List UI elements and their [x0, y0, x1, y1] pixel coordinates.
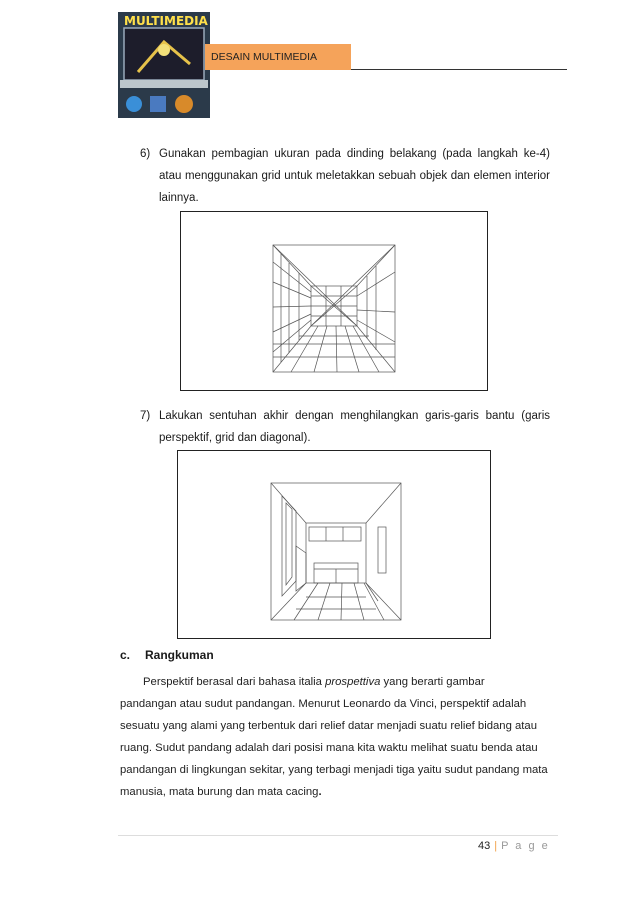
figure-final-room	[177, 450, 491, 639]
header-tab: DESAIN MULTIMEDIA	[205, 44, 351, 70]
step-7	[140, 405, 550, 449]
step-text: Lakukan sentuhan akhir dengan menghilangkan garis-garis bantu (garis perspektif, grid dan diagonal).	[159, 410, 550, 444]
page-footer	[478, 840, 550, 852]
page-label: P a g e	[501, 840, 550, 852]
page-number: 43	[478, 840, 491, 852]
perspective-grid-drawing	[181, 212, 487, 390]
header-rule	[351, 69, 567, 70]
summary-paragraph	[120, 671, 560, 803]
figure-perspective-grid	[180, 211, 488, 391]
final-room-drawing	[178, 451, 490, 638]
footer-rule	[118, 835, 558, 836]
step-number: 6)	[140, 148, 151, 160]
section-title: Rangkuman	[145, 648, 214, 662]
step-number: 7)	[140, 410, 151, 422]
logo-text: MULTIMEDIA	[124, 14, 208, 28]
summary-body: pandangan atau sudut pandangan. Menurut Leonardo da Vinci, perspektif adalah sesuatu yang alami yang terbentuk dari relief datar menjadi suatu relief bidang atau ruang. Sudut pandang adalah dari posisi mana kita waktu melihat suatu benda atau pandangan di lingkungan sekitar, yang terbagi menjadi tiga yaitu sudut pandang mata manusia, mata burung dan mata cacing	[120, 698, 548, 798]
multimedia-logo	[118, 12, 210, 118]
summary-end-mark: .	[318, 786, 322, 798]
step-text: Gunakan pembagian ukuran pada dinding belakang (pada langkah ke-4) atau menggunakan grid untuk meletakkan sebuah objek dan elemen interior lainnya.	[159, 148, 550, 204]
footer-separator: |	[494, 840, 498, 852]
step-6	[140, 143, 550, 209]
summary-line1-pre: Perspektif berasal dari bahasa italia	[143, 676, 326, 688]
summary-line1-post: yang berarti gambar	[380, 676, 485, 688]
section-heading	[120, 648, 214, 662]
section-letter: c.	[120, 648, 131, 662]
summary-italic-term: prospettiva	[325, 676, 381, 688]
